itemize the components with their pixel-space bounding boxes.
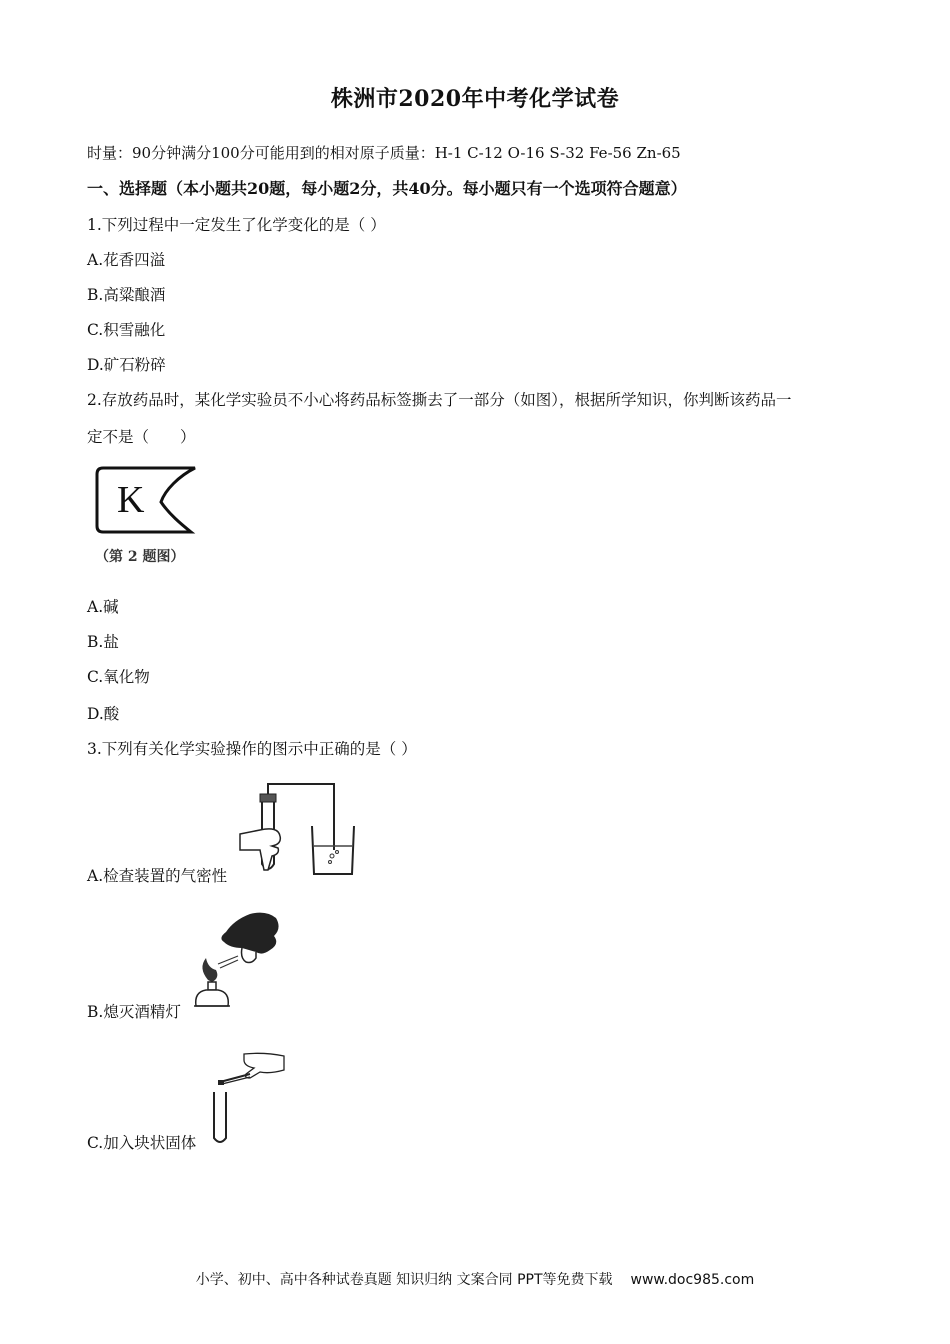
question-1-stem: 1.下列过程中一定发生了化学变化的是（ ）: [87, 216, 386, 234]
page-footer: [0, 1269, 950, 1289]
add-solid-drawing: [204, 1048, 288, 1148]
question-2-option-a: A.碱: [87, 598, 119, 616]
section-heading: 一、选择题（本小题共20题，每小题2分，共40分。每小题只有一个选项符合题意）: [87, 179, 687, 198]
exam-info: 时量：90分钟满分100分可能用到的相对原子质量：H-1 C-12 O-16 S-32 Fe-56 Zn-65: [87, 144, 681, 162]
extinguish-lamp-figure: [190, 908, 284, 1020]
question-2-stem-continued: 定不是（ ）: [87, 428, 196, 446]
extinguish-lamp-drawing: [190, 908, 284, 1020]
torn-label-drawing: [95, 462, 205, 546]
question-3-option-a: A.检查装置的气密性: [87, 867, 228, 885]
footer-text: 小学、初中、高中各种试卷真题 知识归纳 文案合同 PPT等免费下载: [195, 1272, 613, 1288]
question-2-stem: 2.存放药品时，某化学实验员不小心将药品标签撕去了一部分（如图），根据所学知识，你判断该药品一: [87, 391, 792, 409]
question-1-option-d: D.矿石粉碎: [87, 356, 166, 374]
page-title: 株洲市2020年中考化学试卷: [330, 86, 620, 112]
question-1-option-b: B.高粱酿酒: [87, 286, 166, 304]
question-3-option-b: B.熄灭酒精灯: [87, 1003, 181, 1021]
question-3-option-c: C.加入块状固体: [87, 1134, 197, 1152]
airtightness-check-figure: [238, 778, 360, 880]
figure-caption: （第 2 题图）: [95, 549, 185, 565]
torn-label-figure: [95, 462, 205, 572]
footer-site-link[interactable]: www.doc985.com: [630, 1272, 755, 1288]
question-2-option-b: B.盐: [87, 633, 119, 651]
question-2-option-d: D.酸: [87, 705, 120, 723]
torn-label-outline: [97, 468, 195, 532]
question-1-option-a: A.花香四溢: [87, 251, 166, 269]
question-3-stem: 3.下列有关化学实验操作的图示中正确的是（ ）: [87, 740, 417, 758]
question-2-option-c: C.氧化物: [87, 668, 150, 686]
label-letter: K: [117, 479, 145, 521]
question-1-option-c: C.积雪融化: [87, 321, 166, 339]
add-solid-figure: [204, 1048, 288, 1148]
airtightness-check-drawing: [238, 778, 360, 880]
